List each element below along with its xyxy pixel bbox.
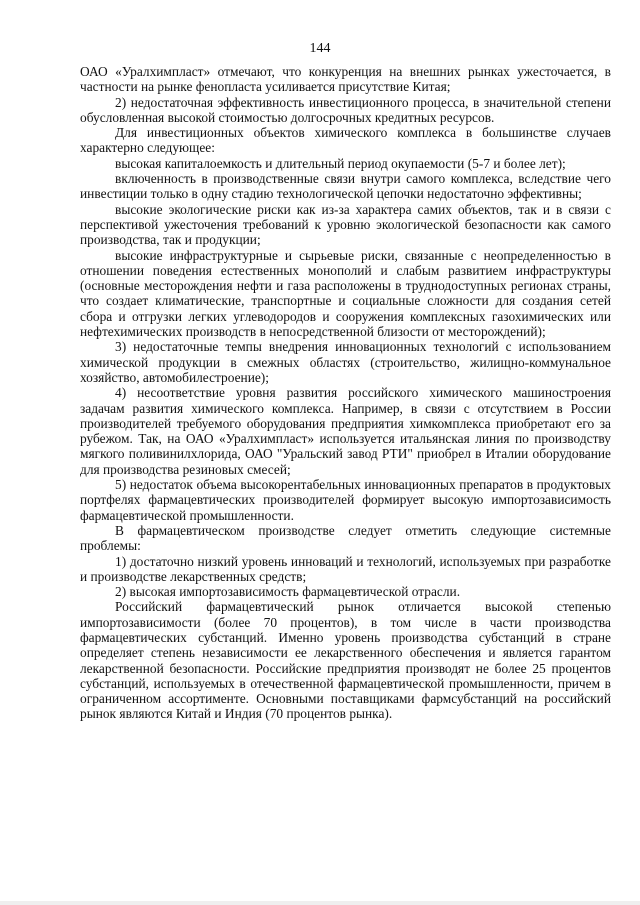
paragraph: 3) недостаточные темпы внедрения инновационных технологий с использованием химической продукции в смежных областях (строительство, жилищно-коммунальное хозяйство, автомобилестроение); <box>80 339 611 385</box>
page-number: 144 <box>309 41 331 56</box>
paragraph: 2) высокая импортозависимость фармацевтической отрасли. <box>115 584 461 600</box>
paragraph: высокая капиталоемкость и длительный период окупаемости (5-7 и более лет); <box>115 155 566 171</box>
page-edge <box>0 901 640 905</box>
paragraph: 2) недостаточная эффективность инвестиционного процесса, в значительной степени обусловленная высокой стоимостью долгосрочных кредитных ресурсов. <box>80 94 611 125</box>
paragraph: 1) достаточно низкий уровень инноваций и технологий, используемых при разработке и производстве лекарственных средств; <box>80 553 611 584</box>
paragraph: высокие экологические риски как из-за характера самих объектов, так и в связи с перспективой ужесточения требований к уровню экологической безопасности как самого производства, так и продукции; <box>80 201 611 248</box>
paragraph: высокие инфраструктурные и сырьевые риски, связанные с неопределенностью в отношении поведения естественных монополий и слабым развитием инфраструктуры (основные месторождения нефти и газа расположены в труднодоступных регионах страны, что создает климатические, транспортные и социальные сложности для создания сетей сбора и отгрузки легких углеводородов и сооружения комплексных газохимических или нефтехимических производств в непосредственной близости от месторождений); <box>80 247 611 340</box>
paragraph: включенность в производственные связи внутри самого комплекса, вследствие чего инвестиции только в одну стадию технологической цепочки недостаточно эффективны; <box>80 171 611 202</box>
paragraph: В фармацевтическом производстве следует отметить следующие системные проблемы: <box>80 522 611 554</box>
paragraph: ОАО «Уралхимпласт» отмечают, что конкуренция на внешних рынках ужесточается, в частности на рынке фенопласта усиливается присутствие Китая; <box>80 64 611 95</box>
paragraph: Для инвестиционных объектов химического комплекса в большинстве случаев характерно следующее: <box>80 125 611 156</box>
paragraph: 5) недостаток объема высокорентабельных инновационных препаратов в продуктовых портфелях фармацевтических производителей формирует высокую импортозависимость фармацевтической промышленности. <box>80 477 611 523</box>
document-body <box>80 64 611 722</box>
paragraph: Российский фармацевтический рынок отличается высокой степенью импортозависимости (более 70 процентов), в том числе в части производства фармацевтических субстанций. Именно уровень производства субстанций в стране определяет степень независимости ее лекарственного обеспечения и является гарантом лекарственной безопасности. Российские предприятия производят не более 25 процентов субстанций, используемых в отечественной фармацевтической промышленности, причем в ограниченном ассортименте. Основными поставщиками фармсубстанций на российский рынок являются Китай и Индия (70 процентов рынка). <box>80 599 611 722</box>
paragraph: 4) несоответствие уровня развития российского химического машиностроения задачам развития химического комплекса. Например, в связи с отсутствием в России производителей требуемого оборудования предприятия химкомплекса приобретают его за рубежом. Так, на ОАО «Уралхимпласт» используется итальянская линия по производству мягкого поливинилхлорида, ОАО "Уральский завод РТИ" приобрел в Италии оборудование для производства резиновых смесей; <box>80 385 611 477</box>
